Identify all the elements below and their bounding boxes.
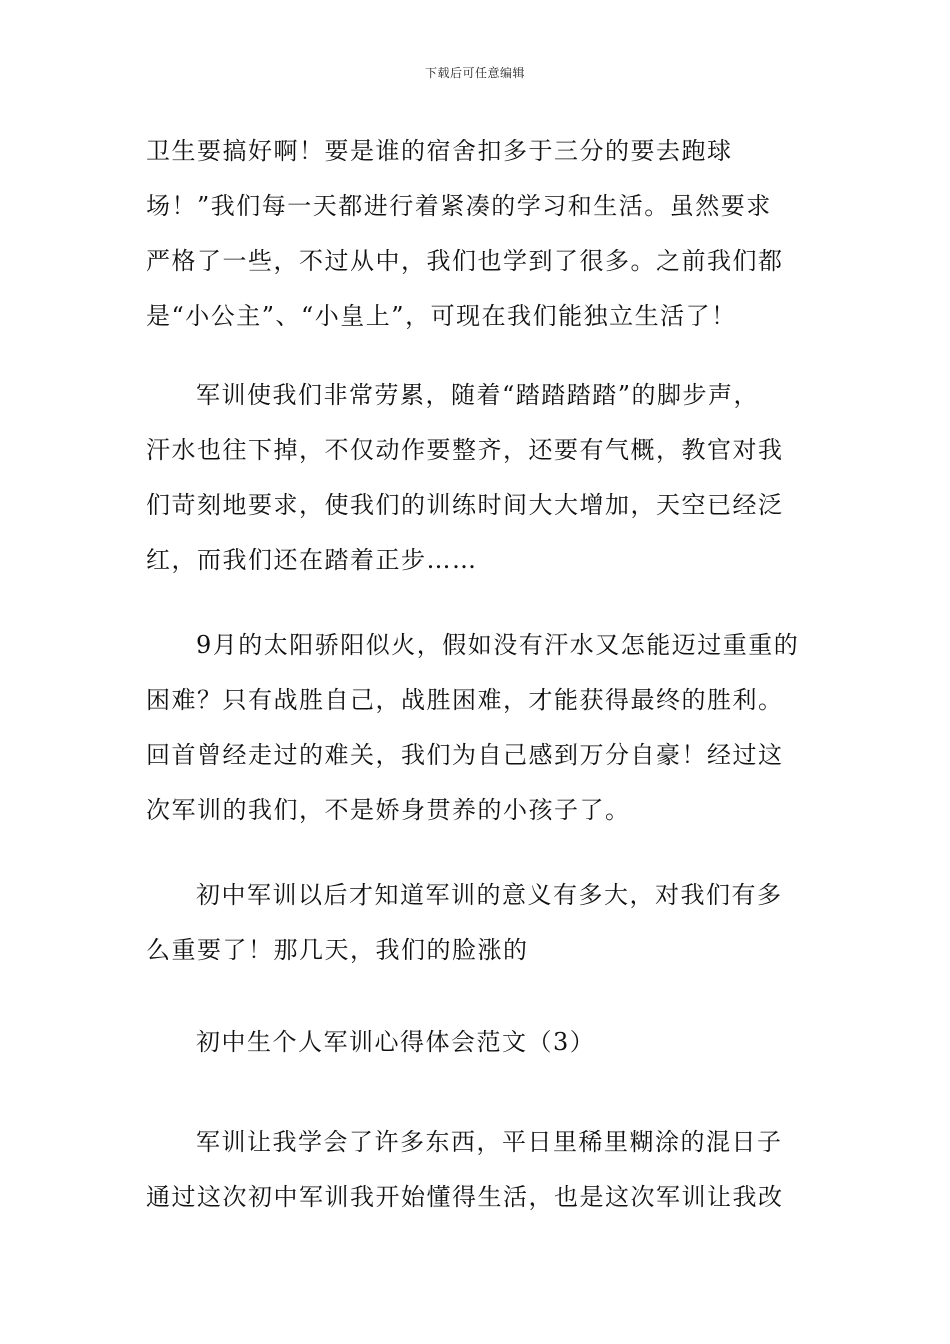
text-line: 是“小公主”、“小皇上”，可现在我们能独立生活了！	[146, 302, 737, 330]
paragraph-2	[146, 368, 818, 588]
text-line: 场！”我们每一天都进行着紧凑的学习和生活。虽然要求	[146, 192, 772, 220]
paragraph-5	[146, 1115, 818, 1225]
text-line: 通过这次初中军训我开始懂得生活，也是这次军训让我改	[146, 1183, 784, 1211]
text-line: 汗水也往下掉，不仅动作要整齐，还要有气概，教官对我	[146, 436, 784, 464]
text-line: 红，而我们还在踏着正步……	[146, 546, 478, 574]
text-line: 9月的太阳骄阳似火，假如没有汗水又怎能迈过重重的	[196, 631, 800, 659]
text-line: 们苛刻地要求，使我们的训练时间大大增加，天空已经泛	[146, 491, 784, 519]
text-line: 回首曾经走过的难关，我们为自己感到万分自豪！经过这	[146, 741, 784, 769]
text-line: 初中生个人军训心得体会范文（3）	[196, 1028, 596, 1056]
paragraph-3	[146, 618, 818, 838]
text-line: 次军训的我们，不是娇身贯养的小孩子了。	[146, 796, 631, 824]
text-line: 军训让我学会了许多东西，平日里稀里糊涂的混日子	[196, 1128, 783, 1156]
section-heading	[146, 1015, 818, 1070]
text-line: 困难？只有战胜自己，战胜困难，才能获得最终的胜利。	[146, 686, 784, 714]
text-line: 么重要了！那几天，我们的脸涨的	[146, 936, 529, 964]
text-line: 军训使我们非常劳累，随着“踏踏踏踏”的脚步声，	[196, 381, 760, 409]
text-line: 严格了一些，不过从中，我们也学到了很多。之前我们都	[146, 247, 784, 275]
text-line: 初中军训以后才知道军训的意义有多大，对我们有多	[196, 881, 783, 909]
paragraph-1	[146, 124, 818, 344]
page-header: 下载后可任意编辑	[424, 66, 525, 80]
paragraph-4	[146, 868, 818, 978]
text-line: 卫生要搞好啊！要是谁的宿舍扣多于三分的要去跑球	[146, 137, 733, 165]
